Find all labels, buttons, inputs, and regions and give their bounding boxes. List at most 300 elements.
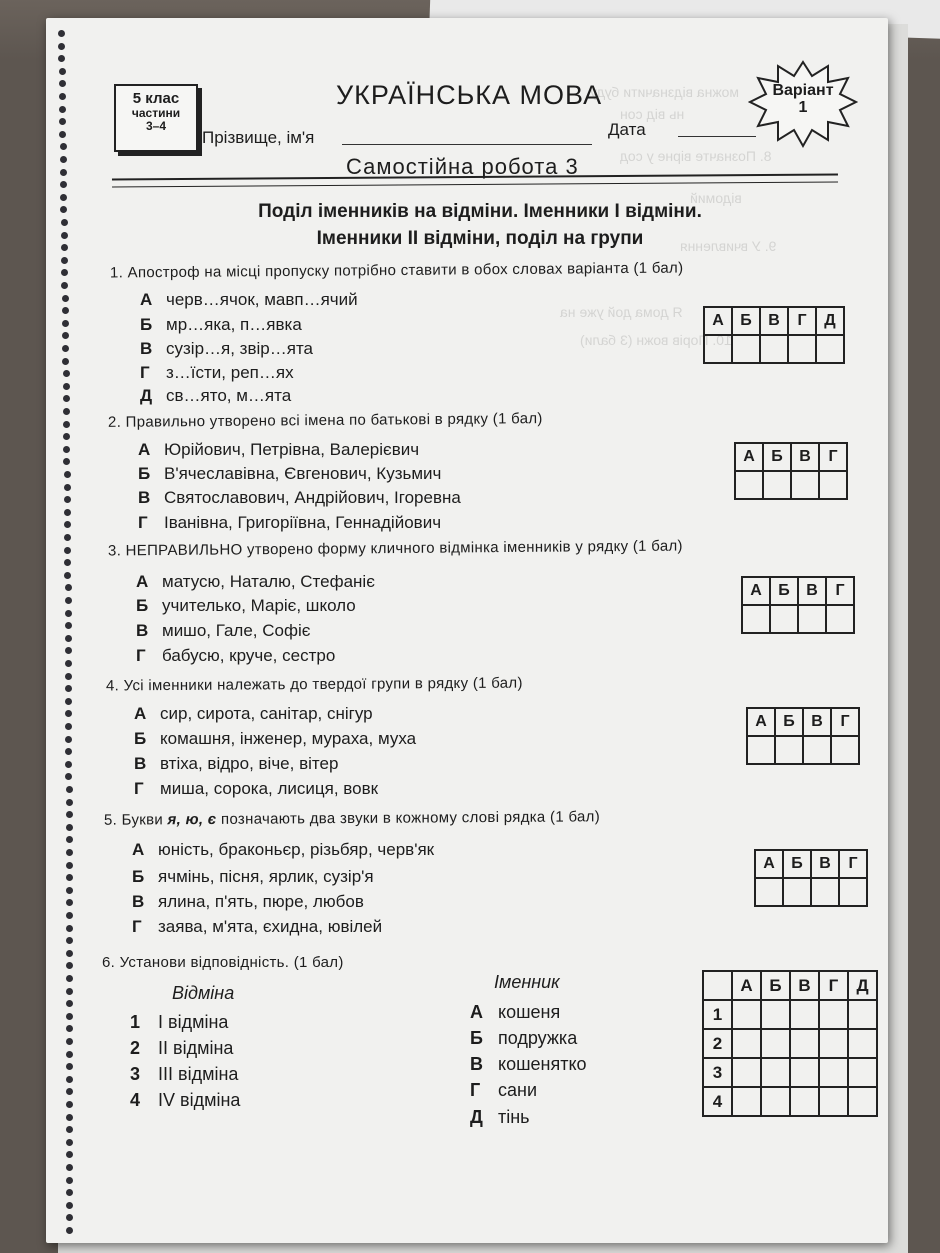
option-letter: Г <box>136 646 146 665</box>
grid-col-header: Д <box>848 971 877 1000</box>
grid-row-header: 1 <box>703 1000 732 1029</box>
answer-cell[interactable] <box>735 471 763 499</box>
binding-hole <box>66 988 73 995</box>
item-number: 1 <box>130 1012 141 1032</box>
answer-cell[interactable] <box>742 605 770 633</box>
option-letter: А <box>140 290 153 309</box>
answer-cell[interactable] <box>760 335 788 363</box>
grid-cell[interactable] <box>819 1087 848 1116</box>
binding-hole <box>63 395 70 402</box>
grid-col-header: Г <box>819 971 848 1000</box>
answer-header: А <box>735 443 763 471</box>
option-letter: А <box>138 440 151 459</box>
binding-hole <box>65 761 72 768</box>
question-prompt: Установи відповідність. (1 бал) <box>119 954 344 971</box>
item-text: кошенятко <box>498 1054 587 1074</box>
item-number: 2 <box>130 1038 141 1058</box>
q5-option-b[interactable] <box>132 867 374 887</box>
q2-option-d[interactable] <box>138 513 441 533</box>
binding-hole <box>64 547 71 554</box>
q4-answer-grid <box>746 707 860 765</box>
item-text: сани <box>498 1080 538 1100</box>
binding-hole <box>66 937 73 944</box>
answer-cell[interactable] <box>811 878 839 906</box>
binding-hole <box>65 723 72 730</box>
binding-hole <box>61 269 68 276</box>
binding-hole <box>66 1063 73 1070</box>
option-text: Юрійович, Петрівна, Валерієвич <box>164 440 420 459</box>
binding-hole <box>64 509 71 516</box>
binding-hole <box>66 836 73 843</box>
binding-hole <box>59 131 66 138</box>
option-text: комашня, інженер, мураха, муха <box>160 729 417 748</box>
binding-hole <box>66 1000 73 1007</box>
q6-left-item-4 <box>130 1090 240 1111</box>
binding-hole <box>66 1202 73 1209</box>
option-text: миша, сорока, лисиця, вовк <box>160 779 379 798</box>
option-text: Іванівна, Григоріївна, Геннадійович <box>164 513 442 532</box>
binding-hole <box>65 710 72 717</box>
spiral-binding <box>58 30 72 1240</box>
parts-label: частини <box>131 106 181 120</box>
grid-cell[interactable] <box>848 1087 877 1116</box>
answer-header: В <box>760 307 788 335</box>
question-6-text <box>102 954 344 971</box>
question-number: 2. <box>107 413 122 431</box>
answer-header: А <box>755 850 783 878</box>
binding-hole <box>66 1025 73 1032</box>
answer-header: В <box>791 443 819 471</box>
item-text: ІІІ відміна <box>158 1064 239 1084</box>
binding-hole <box>61 282 68 289</box>
answer-header: Г <box>826 577 854 605</box>
q6-right-item-d <box>470 1080 537 1101</box>
binding-hole <box>60 156 67 163</box>
option-letter: Б <box>140 315 153 334</box>
binding-hole <box>59 68 66 75</box>
binding-hole <box>59 80 66 87</box>
binding-hole <box>63 421 70 428</box>
q6-right-item-a <box>470 1002 560 1023</box>
binding-hole <box>64 559 71 566</box>
work-title: Самостійна робота 3 <box>346 154 579 179</box>
option-text: мр…яка, п…явка <box>166 315 302 334</box>
binding-hole <box>66 1126 73 1133</box>
binding-hole <box>66 887 73 894</box>
answer-header: В <box>811 850 839 878</box>
grid-col-header: Б <box>761 971 790 1000</box>
option-text: Святославович, Андрійович, Ігоревна <box>164 488 461 507</box>
option-text: заява, м'ята, єхидна, ювілей <box>158 917 383 936</box>
binding-hole <box>66 1227 73 1234</box>
option-text: з…їсти, реп…ях <box>166 363 294 382</box>
answer-cell[interactable] <box>788 335 816 363</box>
q1-option-a[interactable] <box>140 290 358 310</box>
answer-cell[interactable] <box>816 335 844 363</box>
binding-hole <box>66 1051 73 1058</box>
binding-hole <box>62 307 69 314</box>
grid-cell[interactable] <box>761 1000 790 1029</box>
question-prompt: Усі іменники належать до твердої групи в рядку (1 бал) <box>123 674 523 695</box>
answer-cell[interactable] <box>831 736 859 764</box>
binding-hole <box>66 1139 73 1146</box>
binding-hole <box>66 912 73 919</box>
item-number: 3 <box>130 1064 141 1084</box>
grid-cell[interactable] <box>732 1058 761 1087</box>
binding-hole <box>66 950 73 957</box>
show-through-text: нь від сон <box>620 106 685 122</box>
q4-option-c[interactable] <box>134 754 338 774</box>
grid-cell[interactable] <box>848 1000 877 1029</box>
answer-header: Б <box>770 577 798 605</box>
binding-hole <box>66 1088 73 1095</box>
grid-cell[interactable] <box>761 1029 790 1058</box>
grid-cell[interactable] <box>819 1058 848 1087</box>
show-through-text: 9. У вчивлення <box>680 238 777 254</box>
answer-cell[interactable] <box>747 736 775 764</box>
option-letter: Б <box>132 867 145 886</box>
option-letter: В <box>140 339 153 358</box>
binding-hole <box>63 408 70 415</box>
grid-cell[interactable] <box>790 1029 819 1058</box>
grid-col-header: В <box>790 971 819 1000</box>
question-number: 6. <box>102 954 116 971</box>
answer-header: Г <box>839 850 867 878</box>
binding-hole <box>66 1151 73 1158</box>
q6-left-item-2 <box>130 1038 233 1059</box>
grade-badge <box>114 84 198 152</box>
binding-hole <box>66 1038 73 1045</box>
item-letter: Б <box>470 1028 483 1048</box>
option-letter: Б <box>136 596 149 615</box>
option-text: юність, браконьєр, різьбяр, черв'як <box>158 840 435 859</box>
binding-hole <box>62 332 69 339</box>
topic-line-1: Поділ іменників на відміни. Іменники І відміни. <box>258 201 702 222</box>
binding-hole <box>61 219 68 226</box>
answer-cell[interactable] <box>704 335 732 363</box>
show-through-text: відомий <box>690 190 742 206</box>
binding-hole <box>65 736 72 743</box>
q6-matching-grid <box>702 970 878 1117</box>
grade-label: 5 клас <box>132 90 180 107</box>
binding-hole <box>66 862 73 869</box>
binding-hole <box>61 232 68 239</box>
answer-cell[interactable] <box>783 878 811 906</box>
binding-hole <box>65 597 72 604</box>
answer-header: Г <box>819 443 847 471</box>
q5-option-d[interactable] <box>132 917 382 937</box>
binding-hole <box>65 622 72 629</box>
option-text: сузір…я, звір…ята <box>166 339 313 358</box>
show-through-text: Я дома дой уже на <box>560 304 683 320</box>
binding-hole <box>63 383 70 390</box>
question-5-text <box>104 808 600 828</box>
question-prompt: Правильно утворено всі імена по батькові в рядку (1 бал) <box>125 410 543 431</box>
variant-number: 1 <box>798 99 808 116</box>
option-letter: Д <box>140 386 153 405</box>
question-prompt: Букви <box>121 811 164 829</box>
binding-hole <box>62 295 69 302</box>
binding-hole <box>66 874 73 881</box>
answer-header: Б <box>775 708 803 736</box>
q4-option-a[interactable] <box>134 704 373 724</box>
binding-hole <box>66 1114 73 1121</box>
q6-left-item-1 <box>130 1012 228 1033</box>
option-text: бабусю, круче, сестро <box>162 646 336 665</box>
binding-hole <box>66 962 73 969</box>
binding-hole <box>64 484 71 491</box>
binding-hole <box>66 811 73 818</box>
item-text: ІІ відміна <box>158 1038 234 1058</box>
answer-header: Б <box>783 850 811 878</box>
binding-hole <box>66 1214 73 1221</box>
binding-hole <box>65 635 72 642</box>
item-text: кошеня <box>498 1002 561 1022</box>
binding-hole <box>58 55 65 62</box>
answer-header: Б <box>763 443 791 471</box>
binding-hole <box>61 257 68 264</box>
binding-hole <box>59 118 66 125</box>
answer-cell[interactable] <box>839 878 867 906</box>
binding-hole <box>66 849 73 856</box>
option-text: учителько, Маріє, школо <box>162 596 356 615</box>
parts-range: 3–4 <box>145 119 167 133</box>
answer-cell[interactable] <box>763 471 791 499</box>
binding-hole <box>63 446 70 453</box>
binding-hole <box>65 584 72 591</box>
binding-hole <box>66 1101 73 1108</box>
option-letter: Г <box>132 917 142 936</box>
date-label: Дата <box>608 120 646 139</box>
binding-hole <box>66 824 73 831</box>
option-letter: В <box>138 488 151 507</box>
q3-option-a[interactable] <box>136 572 375 592</box>
item-number: 4 <box>130 1090 141 1110</box>
option-text: мишо, Гале, Софіє <box>162 621 311 640</box>
q6-right-item-b <box>470 1028 577 1049</box>
grid-row-header: 3 <box>703 1058 732 1087</box>
binding-hole <box>64 521 71 528</box>
answer-header: Г <box>831 708 859 736</box>
binding-hole <box>60 169 67 176</box>
item-letter: Г <box>470 1080 481 1100</box>
binding-hole <box>58 30 65 37</box>
item-letter: Д <box>470 1107 483 1127</box>
q5-option-c[interactable] <box>132 892 364 912</box>
binding-hole <box>64 471 71 478</box>
grid-cell[interactable] <box>732 1000 761 1029</box>
option-text: сир, сирота, санітар, снігур <box>160 704 373 723</box>
answer-cell[interactable] <box>755 878 783 906</box>
item-text: подружка <box>498 1028 578 1048</box>
binding-hole <box>63 458 70 465</box>
binding-hole <box>63 370 70 377</box>
option-letter: А <box>136 572 149 591</box>
question-prompt: НЕПРАВИЛЬНО утворено форму кличного відмінка іменників у рядку (1 бал) <box>125 537 683 560</box>
q2-option-c[interactable] <box>138 488 461 508</box>
q3-answer-grid <box>741 576 855 634</box>
right-column-header: Іменник <box>494 972 560 992</box>
grid-cell[interactable] <box>819 1029 848 1058</box>
binding-hole <box>64 534 71 541</box>
q4-option-b[interactable] <box>134 729 416 749</box>
option-text: св…ято, м…ята <box>166 386 292 405</box>
q3-option-d[interactable] <box>136 646 335 666</box>
binding-hole <box>65 748 72 755</box>
binding-hole <box>65 773 72 780</box>
answer-cell[interactable] <box>791 471 819 499</box>
q5-answer-grid <box>754 849 868 907</box>
item-text: І відміна <box>158 1012 229 1032</box>
name-field[interactable] <box>342 144 592 145</box>
q6-left-item-3 <box>130 1064 238 1085</box>
q1-option-b[interactable] <box>140 315 302 335</box>
answer-cell[interactable] <box>819 471 847 499</box>
option-text: втіха, відро, віче, вітер <box>160 754 339 773</box>
left-column-header: Відміна <box>172 983 235 1003</box>
show-through-text: 8. Позначте вірне у сод <box>620 148 772 164</box>
show-through-text: 10. Порів вожн (3 бали) <box>580 332 732 348</box>
q1-option-c[interactable] <box>140 339 313 359</box>
option-letter: Г <box>140 363 150 382</box>
q5-option-a[interactable] <box>132 840 434 860</box>
binding-hole <box>63 433 70 440</box>
binding-hole <box>62 358 69 365</box>
binding-hole <box>66 1076 73 1083</box>
binding-hole <box>65 647 72 654</box>
answer-header: А <box>747 708 775 736</box>
binding-hole <box>60 194 67 201</box>
binding-hole <box>64 496 71 503</box>
binding-hole <box>65 685 72 692</box>
option-text: В'ячеславівна, Євгенович, Кузьмич <box>164 464 442 483</box>
grid-cell[interactable] <box>790 1058 819 1087</box>
binding-hole <box>66 786 73 793</box>
subject-title: УКРАЇНСЬКА МОВА <box>336 80 603 110</box>
grid-cell[interactable] <box>848 1029 877 1058</box>
binding-hole <box>66 1189 73 1196</box>
answer-header: В <box>803 708 831 736</box>
option-letter: Б <box>134 729 147 748</box>
binding-hole <box>66 925 73 932</box>
binding-hole <box>60 181 67 188</box>
binding-hole <box>65 673 72 680</box>
grid-cell[interactable] <box>761 1087 790 1116</box>
binding-hole <box>66 1177 73 1184</box>
topic-line-2: Іменники ІІ відміни, поділ на групи <box>316 228 644 249</box>
binding-hole <box>61 244 68 251</box>
answer-cell[interactable] <box>732 335 760 363</box>
variant-badge <box>748 60 858 150</box>
answer-header: А <box>742 577 770 605</box>
q1-answer-grid <box>703 306 845 364</box>
grid-cell[interactable] <box>790 1000 819 1029</box>
date-field[interactable] <box>678 136 756 137</box>
grid-corner <box>703 971 732 1000</box>
binding-hole <box>59 106 66 113</box>
grid-row-header: 4 <box>703 1087 732 1116</box>
grid-cell[interactable] <box>732 1029 761 1058</box>
answer-header: В <box>798 577 826 605</box>
option-letter: Б <box>138 464 151 483</box>
option-letter: В <box>132 892 145 911</box>
question-number: 4. <box>105 677 120 695</box>
option-text: черв…ячок, мавп…ячий <box>166 290 358 309</box>
option-letter: В <box>134 754 147 773</box>
answer-cell[interactable] <box>803 736 831 764</box>
q3-option-b[interactable] <box>136 596 356 616</box>
show-through-text: можна відзначити буду <box>590 84 740 100</box>
question-number: 3. <box>107 542 122 560</box>
answer-header: Б <box>732 307 760 335</box>
answer-header: А <box>704 307 732 335</box>
name-label: Прізвище, ім'я <box>202 128 315 147</box>
answer-cell[interactable] <box>798 605 826 633</box>
q2-option-b[interactable] <box>138 464 441 484</box>
question-prompt: позначають два звуки в кожному слові рядка (1 бал) <box>220 808 601 828</box>
q3-option-c[interactable] <box>136 621 310 641</box>
option-letter: А <box>134 704 147 723</box>
question-prompt: Апостроф на місці пропуску потрібно ставити в обох словах варіанта (1 бал) <box>127 259 684 282</box>
grid-cell[interactable] <box>848 1058 877 1087</box>
q1-option-e[interactable] <box>140 386 291 406</box>
grid-cell[interactable] <box>819 1000 848 1029</box>
grid-cell[interactable] <box>790 1087 819 1116</box>
binding-hole <box>58 43 65 50</box>
item-text: ІV відміна <box>158 1090 241 1110</box>
binding-hole <box>66 1164 73 1171</box>
binding-hole <box>62 320 69 327</box>
grid-cell[interactable] <box>732 1087 761 1116</box>
binding-hole <box>59 93 66 100</box>
binding-hole <box>66 899 73 906</box>
binding-hole <box>66 1013 73 1020</box>
binding-hole <box>64 572 71 579</box>
answer-header: Д <box>816 307 844 335</box>
binding-hole <box>65 610 72 617</box>
grid-col-header: А <box>732 971 761 1000</box>
option-text: матусю, Наталю, Стефаніє <box>162 572 375 591</box>
answer-cell[interactable] <box>775 736 803 764</box>
binding-hole <box>62 345 69 352</box>
option-text: ячмінь, пісня, ярлик, сузір'я <box>158 867 374 886</box>
q6-right-item-c <box>470 1054 587 1075</box>
q2-answer-grid <box>734 442 848 500</box>
option-letter: Г <box>138 513 148 532</box>
option-letter: А <box>132 840 145 859</box>
q1-option-d[interactable] <box>140 363 294 383</box>
question-number: 5. <box>103 811 118 829</box>
answer-cell[interactable] <box>770 605 798 633</box>
binding-hole <box>66 799 73 806</box>
item-letter: В <box>470 1054 483 1074</box>
option-letter: В <box>136 621 149 640</box>
grid-row-header: 2 <box>703 1029 732 1058</box>
binding-hole <box>65 698 72 705</box>
question-number: 1. <box>109 264 124 282</box>
question-4-text <box>106 675 523 695</box>
q2-option-a[interactable] <box>138 440 419 460</box>
q4-option-d[interactable] <box>134 779 378 799</box>
q6-right-item-e <box>470 1107 530 1128</box>
option-letter: Г <box>134 779 144 798</box>
binding-hole <box>60 206 67 213</box>
answer-cell[interactable] <box>826 605 854 633</box>
grid-cell[interactable] <box>761 1058 790 1087</box>
option-text: ялина, п'ять, пюре, любов <box>158 892 364 911</box>
highlighted-letters: я, ю, є <box>167 810 217 829</box>
item-text: тінь <box>498 1107 530 1127</box>
